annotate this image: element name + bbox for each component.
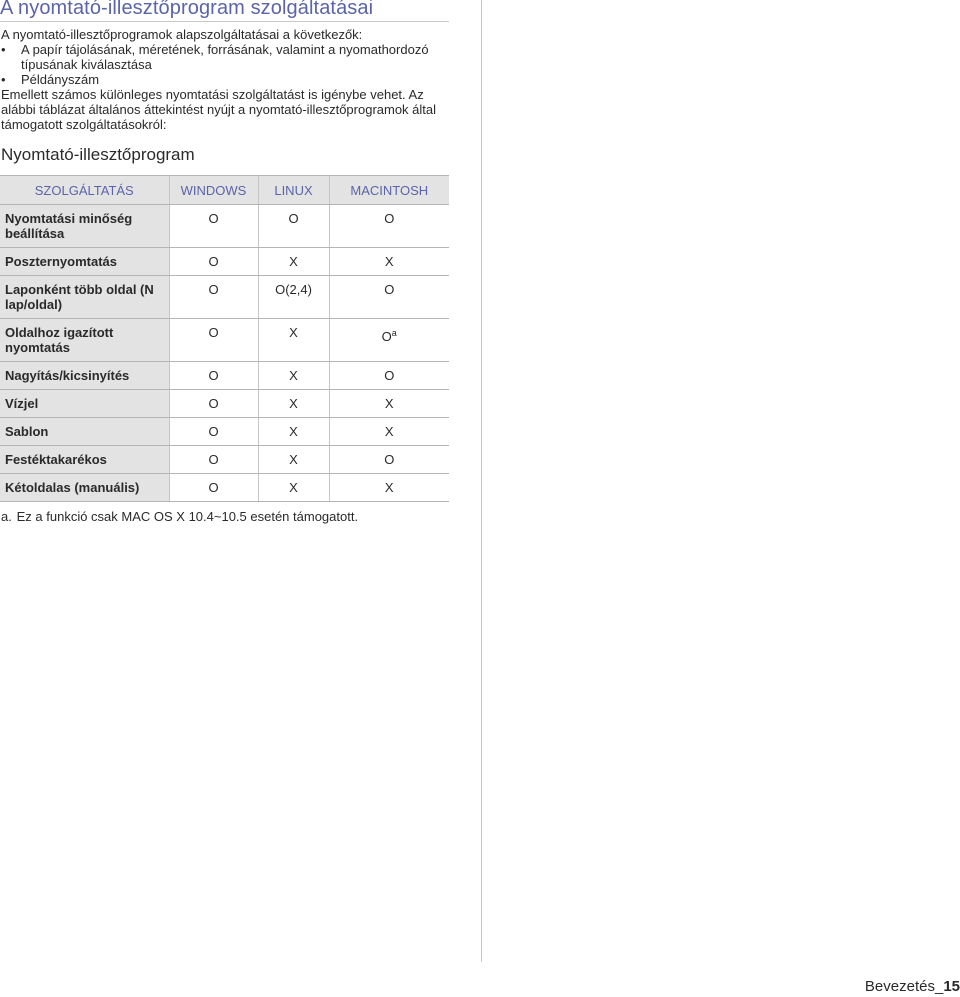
title-divider <box>0 21 449 22</box>
bullet-item <box>1 72 451 87</box>
table-row <box>0 276 449 319</box>
linux-cell: X <box>258 446 329 474</box>
description-paragraph: Emellett számos különleges nyomtatási szolgáltatást is igénybe vehet. Az alábbi táblázat általános áttekintést nyújt a nyomtató-illesztőprogramok által támogatott szolgáltatásokról: <box>1 87 437 132</box>
linux-cell: X <box>258 319 329 362</box>
feature-cell: Poszternyomtatás <box>0 248 169 276</box>
mac-cell: X <box>329 248 449 276</box>
table-header-row <box>0 176 449 205</box>
footnote <box>1 509 358 524</box>
windows-cell: O <box>169 205 258 248</box>
feature-cell: Oldalhoz igazított nyomtatás <box>0 319 169 362</box>
mac-cell: O <box>329 276 449 319</box>
feature-cell: Nyomtatási minőség beállítása <box>0 205 169 248</box>
table-row <box>0 418 449 446</box>
bullet-text: A papír tájolásának, méretének, forrásának, valamint a nyomathordozó típusának kiválasztása <box>21 42 429 72</box>
feature-cell: Nagyítás/kicsinyítés <box>0 362 169 390</box>
footnote-label: a. <box>1 509 12 524</box>
mac-cell <box>329 319 449 362</box>
header-feature: SZOLGÁLTATÁS <box>0 176 169 205</box>
feature-cell: Laponként több oldal (N lap/oldal) <box>0 276 169 319</box>
header-macintosh: MACINTOSH <box>329 176 449 205</box>
table-row <box>0 205 449 248</box>
windows-cell: O <box>169 319 258 362</box>
mac-cell: X <box>329 418 449 446</box>
page-number: 15 <box>943 978 960 995</box>
linux-cell: O(2,4) <box>258 276 329 319</box>
windows-cell: O <box>169 474 258 502</box>
table-row <box>0 390 449 418</box>
linux-cell: O <box>258 205 329 248</box>
feature-cell: Vízjel <box>0 390 169 418</box>
header-linux: LINUX <box>258 176 329 205</box>
page-title: A nyomtató-illesztőprogram szolgáltatásai <box>0 0 374 19</box>
table-row <box>0 319 449 362</box>
feature-cell: Kétoldalas (manuális) <box>0 474 169 502</box>
mac-cell: O <box>329 446 449 474</box>
linux-cell: X <box>258 390 329 418</box>
section-title: Nyomtató-illesztőprogram <box>1 145 195 164</box>
table-row <box>0 362 449 390</box>
linux-cell: X <box>258 248 329 276</box>
footer-section: Bevezetés_ <box>864 978 944 995</box>
mac-cell: O <box>329 362 449 390</box>
feature-cell: Sablon <box>0 418 169 446</box>
windows-cell: O <box>169 418 258 446</box>
bullet-text: Példányszám <box>21 72 100 87</box>
feature-cell: Festéktakarékos <box>0 446 169 474</box>
windows-cell: O <box>169 446 258 474</box>
bullet-symbol: • <box>1 72 6 87</box>
table-row <box>0 248 449 276</box>
windows-cell: O <box>169 362 258 390</box>
page-footer <box>865 978 960 995</box>
linux-cell: X <box>258 474 329 502</box>
table-row <box>0 474 449 502</box>
bullet-item <box>1 42 451 72</box>
table-row <box>0 446 449 474</box>
linux-cell: X <box>258 418 329 446</box>
windows-cell: O <box>169 390 258 418</box>
windows-cell: O <box>169 248 258 276</box>
footnote-text: Ez a funkció csak MAC OS X 10.4~10.5 esetén támogatott. <box>16 509 359 524</box>
mac-cell: X <box>329 474 449 502</box>
mac-value: O <box>381 329 392 344</box>
mac-cell: O <box>329 205 449 248</box>
column-divider <box>481 0 482 962</box>
intro-text: A nyomtató-illesztőprogramok alapszolgáltatásai a következők: <box>1 27 363 42</box>
driver-feature-table <box>0 175 449 502</box>
bullet-symbol: • <box>1 42 6 57</box>
footnote-marker: a <box>391 327 397 338</box>
mac-cell: X <box>329 390 449 418</box>
header-windows: WINDOWS <box>169 176 258 205</box>
linux-cell: X <box>258 362 329 390</box>
windows-cell: O <box>169 276 258 319</box>
